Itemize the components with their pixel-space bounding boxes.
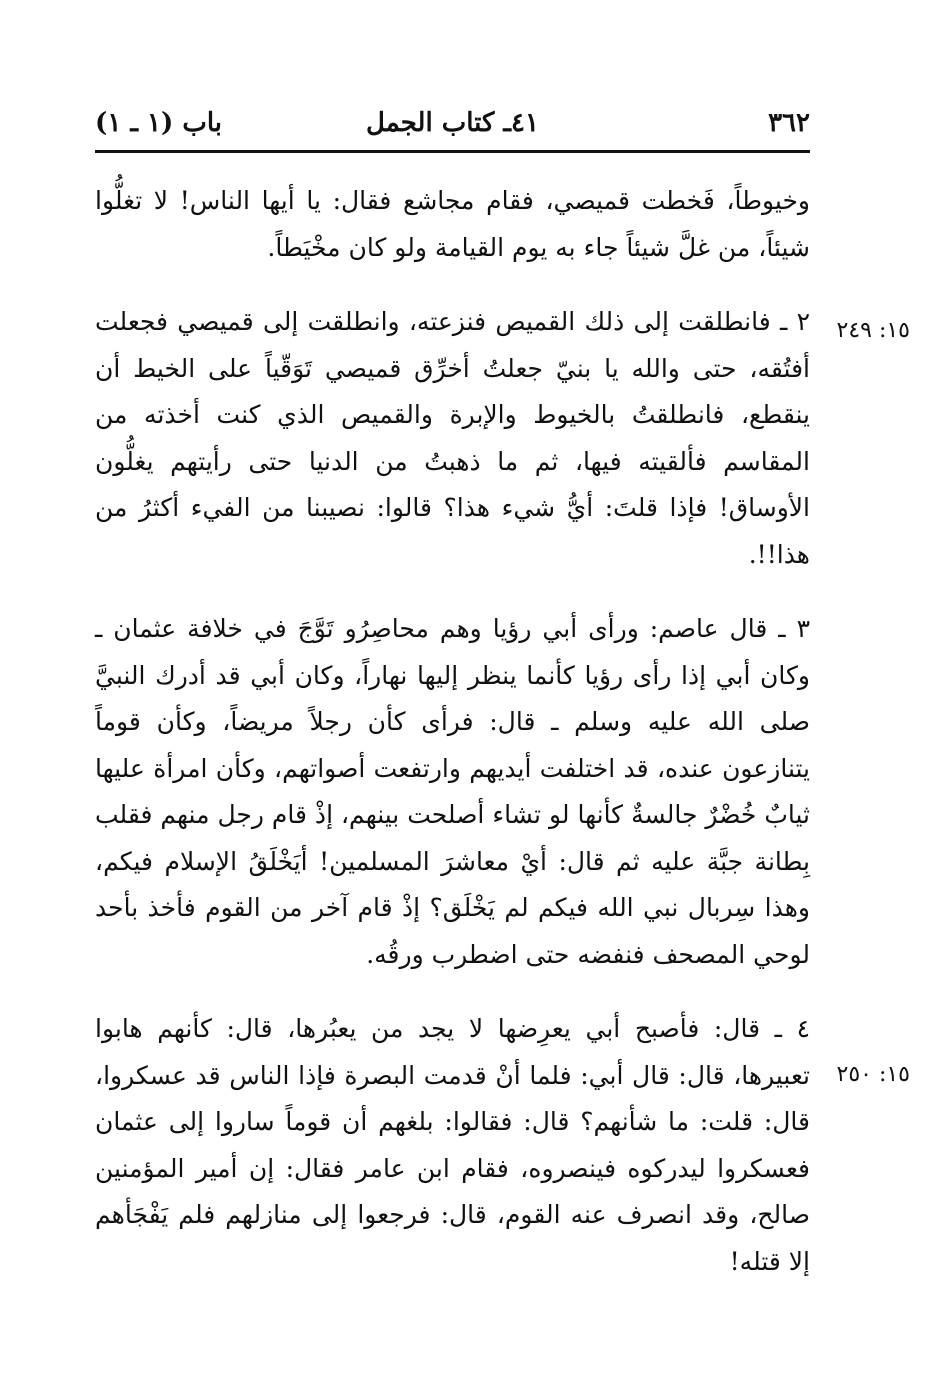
- paragraph-4: ٤ ـ قال: فأصبح أبي يعرِضها لا يجد من يعبُرها، قال: كأنهم هابوا تعبيرها، قال: قال أبي: فلما أنْ قدمت البصرة فإذا الناس قد عسكروا، قال: قلت: ما شأنهم؟ قال: فقالوا: بلغهم أن قوماً ساروا إلى عثمان فعسكروا ليدركوه فينصروه، فقام ابن عامر فقال: إن أمير المؤمنين صالح، وقد انصرف عنه القوم، قال: فرجعوا إلى منازلهم فلم يَفْجَأهم إلا قتله!: [95, 1014, 810, 1276]
- paragraph-continuation: وخيوطاً، فَخطت قميصي، فقام مجاشع فقال: يا أيها الناس! لا تغلُّوا شيئاً، من غلَّ شيئاً جاء به يوم القيامة ولو كان مخْيَطاً.: [95, 186, 810, 262]
- book-title: ٤١ـ كتاب الجمل: [366, 108, 539, 138]
- page-header: [95, 100, 810, 153]
- margin-reference-para-2: ١٥: ٢٤٩: [836, 318, 910, 343]
- paragraph-3: ٣ ـ قال عاصم: ورأى أبي رؤيا وهم محاصِرُو تَوَّجَ في خلافة عثمان ـ وكان أبي إذا رأى رؤيا كأنما ينظر إليها نهاراً، وكان أبي قد أدرك النبيَّ صلى الله عليه وسلم ـ قال: فرأى كأن رجلاً مريضاً، وكأن قوماً يتنازعون عنده، قد اختلفت أيديهم وارتفعت أصواتهم، وكأن امرأة عليها ثيابٌ خُضْرٌ جالسةٌ كأنها لو تشاء أصلحت بينهم، إذْ قام رجل منهم فقلب بِطانة جبَّة عليه ثم قال: أيْ معاشرَ المسلمين! أيَخْلَقُ الإسلام فيكم، وهذا سِربال نبي الله فيكم لم يَخْلَق؟ إذْ قام آخر من القوم فأخذ بأحد لوحي المصحف فنفضه حتى اضطرب ورقُه.: [95, 614, 810, 969]
- chapter-reference: باب (١ ـ ١): [95, 108, 222, 138]
- paragraph-2: ٢ ـ فانطلقت إلى ذلك القميص فنزعته، وانطلقت إلى قميصي فجعلت أفتُقه، حتى والله يا بنيّ جعلتُ أخرِّق قميصي تَوَقّياً على الخيط أن ينقطع، فانطلقتُ بالخيوط والإبرة والقميص الذي كنت أخذته من المقاسم فألقيته فيها، ثم ما ذهبتُ من الدنيا حتى رأيتهم يغلُّون الأوساق! فإذا قلتَ: أيُّ شيء هذا؟ قالوا: نصيبنا من الفيء أكثرُ من هذا!!.: [95, 307, 810, 569]
- page-body: [95, 178, 810, 1285]
- margin-reference-para-4: ١٥: ٢٥٠: [836, 1062, 910, 1087]
- page-number: ٣٦٢: [768, 108, 810, 138]
